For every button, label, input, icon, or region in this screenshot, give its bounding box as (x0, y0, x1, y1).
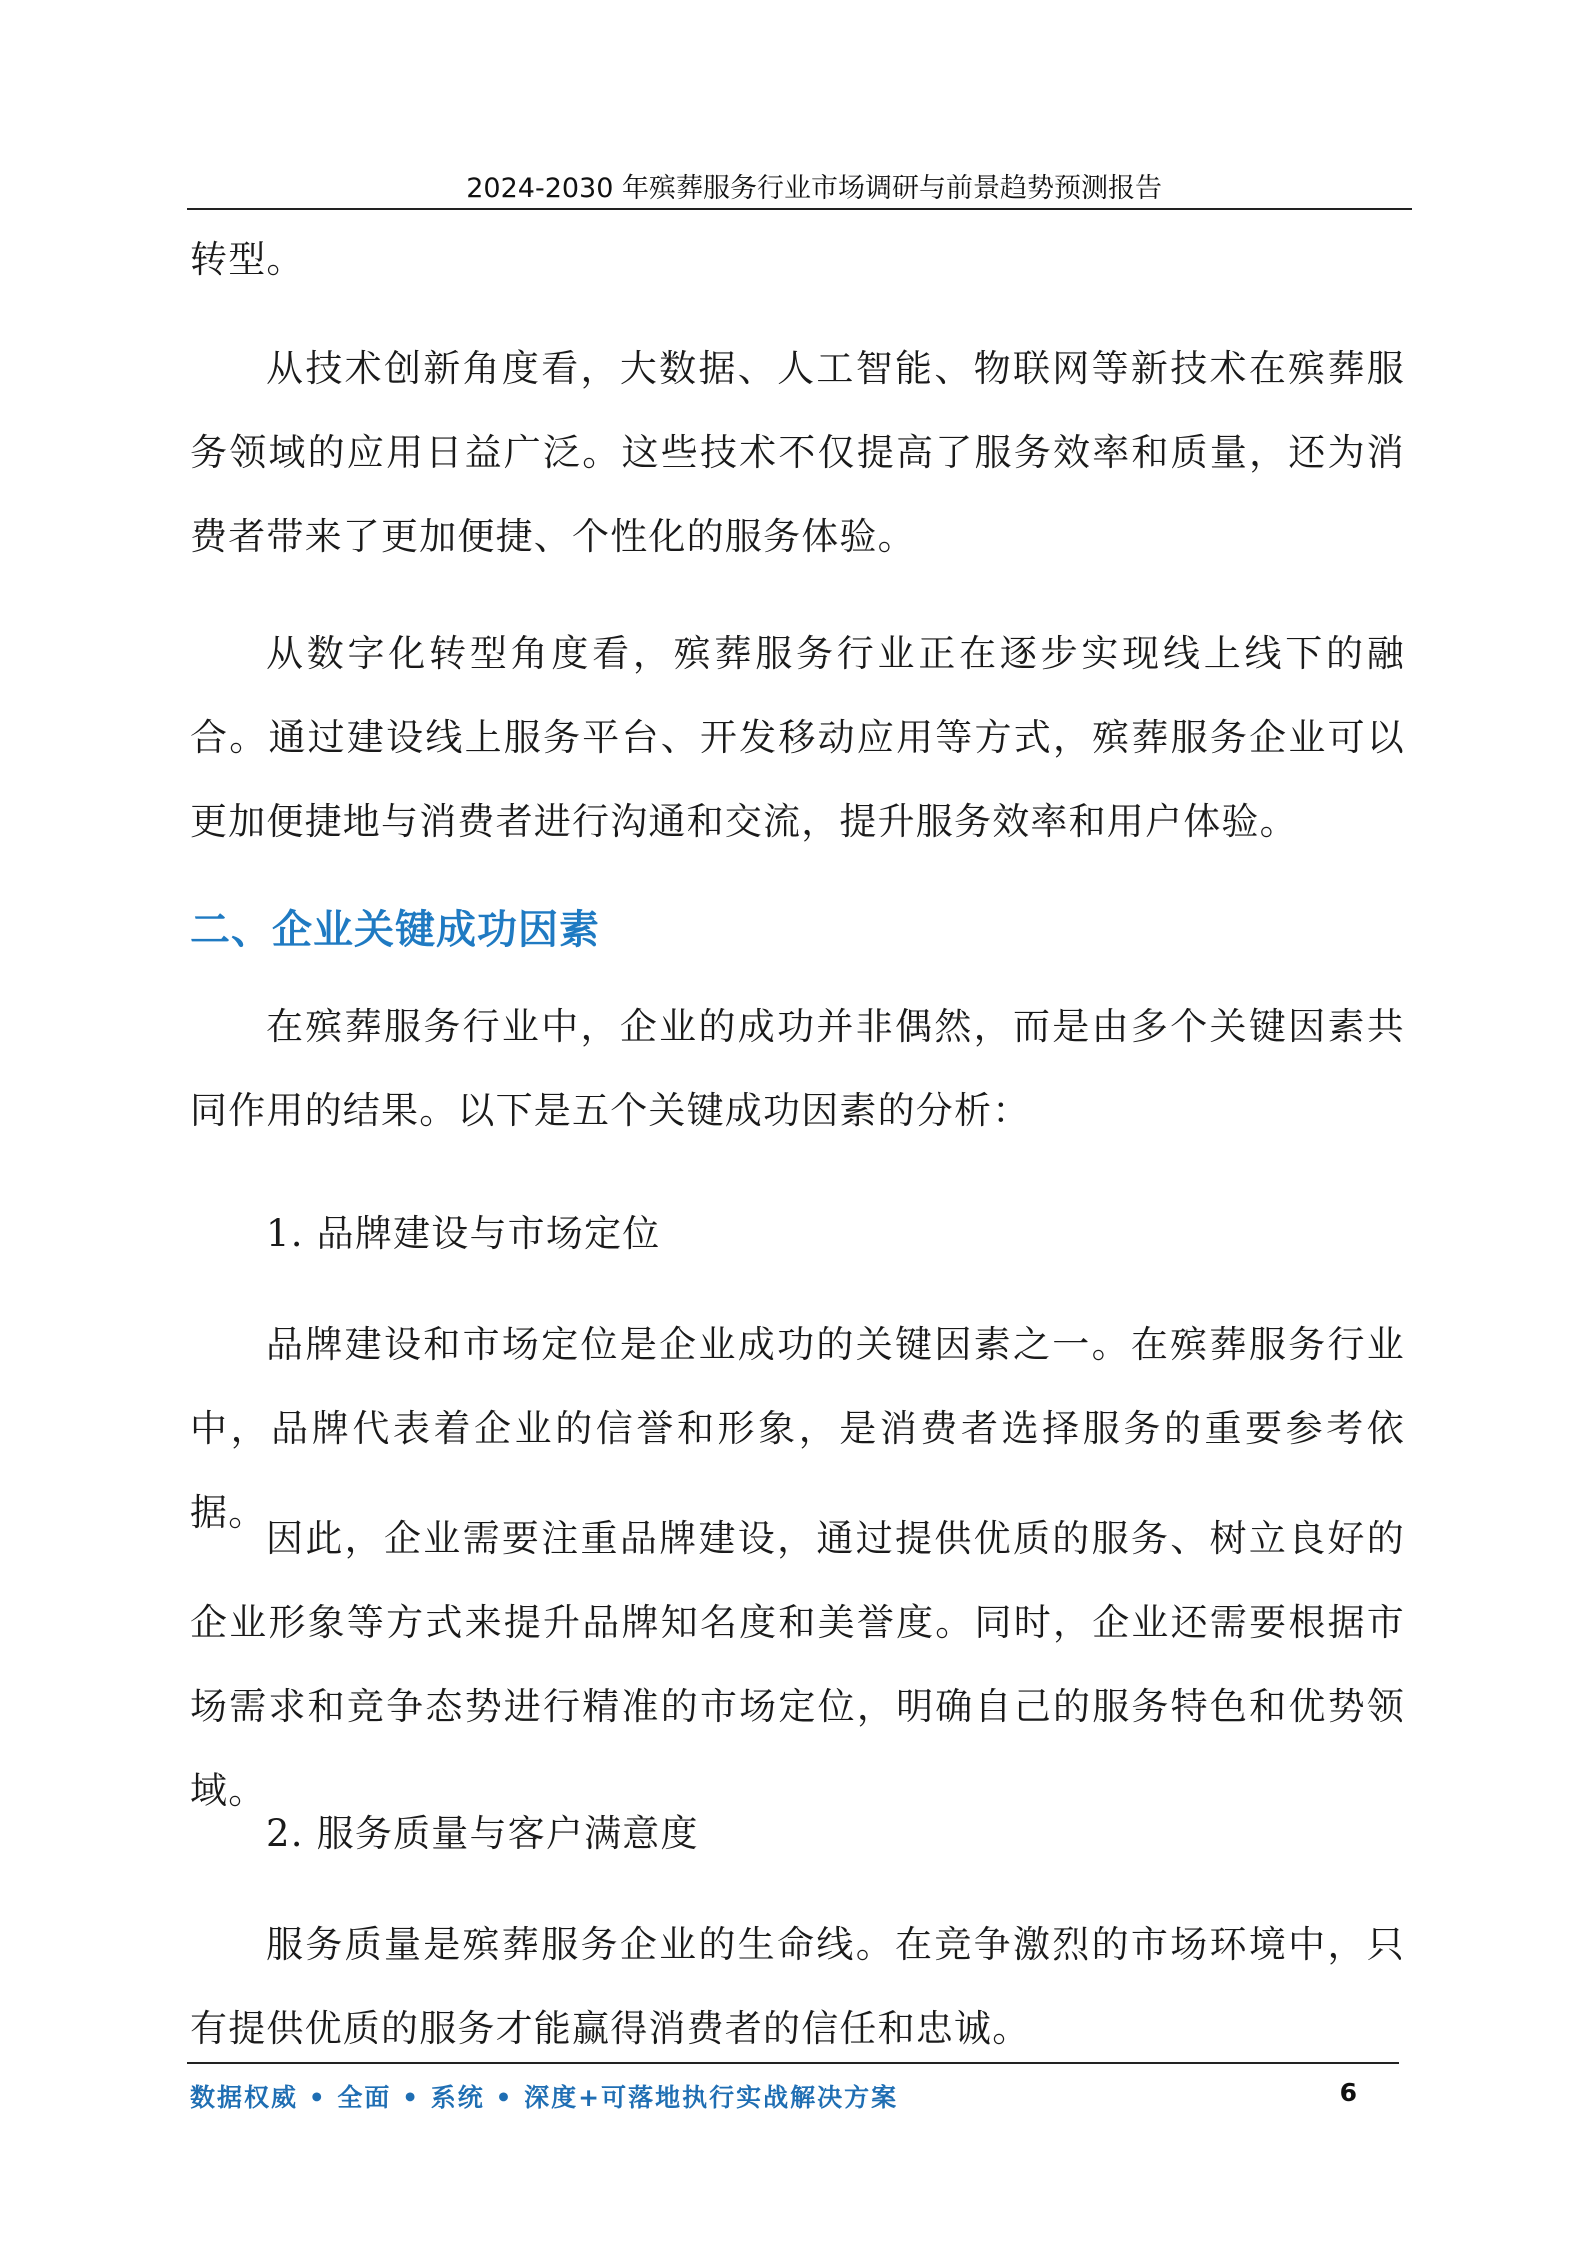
footer-slogan: 数据权威 • 全面 • 系统 • 深度+可落地执行实战解决方案 (190, 2083, 899, 2112)
page-number: 6 (1339, 2078, 1357, 2107)
paragraph-quality: 服务质量是殡葬服务企业的生命线。在竞争激烈的市场环境中，只有提供优质的服务才能赢得消费者的信任和忠诚。 (190, 1923, 1405, 2050)
list-item-1-title: 1. 品牌建设与市场定位 (266, 1212, 661, 1255)
continuation-text: 转型。 (190, 238, 305, 281)
page-header (187, 160, 1412, 210)
section-title: 二、企业关键成功因素 (190, 907, 600, 953)
paragraph-technology: 从技术创新角度看，大数据、人工智能、物联网等新技术在殡葬服务领域的应用日益广泛。这些技术不仅提高了服务效率和质量，还为消费者带来了更加便捷、个性化的服务体验。 (190, 347, 1405, 558)
paragraph-brand-1: 品牌建设和市场定位是企业成功的关键因素之一。在殡葬服务行业中，品牌代表着企业的信誉和形象，是消费者选择服务的重要参考依据。 (190, 1323, 1405, 1534)
paragraph-brand-2: 因此，企业需要注重品牌建设，通过提供优质的服务、树立良好的企业形象等方式来提升品牌知名度和美誉度。同时，企业还需要根据市场需求和竞争态势进行精准的市场定位，明确自己的服务特色和优势领域。 (190, 1517, 1405, 1812)
paragraph-intro: 在殡葬服务行业中，企业的成功并非偶然，而是由多个关键因素共同作用的结果。以下是五个关键成功因素的分析： (190, 1005, 1405, 1132)
page-footer (187, 2062, 1399, 2124)
list-item-2-title: 2. 服务质量与客户满意度 (266, 1812, 699, 1855)
report-title: 2024-2030 年殡葬服务行业市场调研与前景趋势预测报告 (466, 173, 1162, 204)
paragraph-digitalization: 从数字化转型角度看，殡葬服务行业正在逐步实现线上线下的融合。通过建设线上服务平台、开发移动应用等方式，殡葬服务企业可以更加便捷地与消费者进行沟通和交流，提升服务效率和用户体验。 (190, 632, 1405, 843)
